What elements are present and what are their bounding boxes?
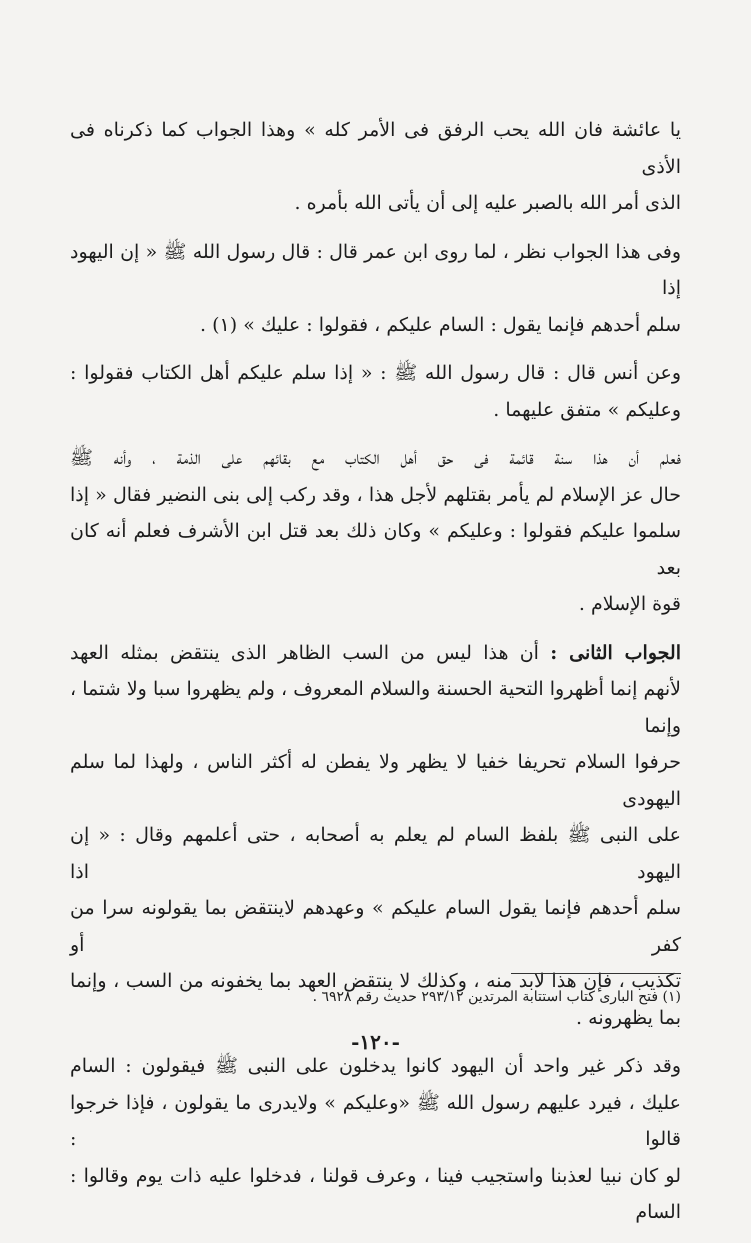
- text-line: فعلم أن هذا سنة قائمة فى حق أهل الكتاب مع بقائهم على الذمة ، وأنه ﷺ: [70, 447, 681, 469]
- text-line: حال عز الإسلام لم يأمر بقتلهم لأجل هذا ، وقد ركب إلى بنى النضير فقال « إذا: [70, 483, 681, 506]
- paragraph: [70, 355, 681, 428]
- paragraph: [70, 440, 681, 623]
- page-number: -١٢٠-: [351, 1030, 400, 1054]
- footnote: (١) فتح البارى كتاب استتابة المرتدين ٢٩٣/١٢ حديث رقم ٦٩٢٨ .: [312, 989, 681, 1005]
- text-line: [70, 635, 681, 672]
- text-line: على النبى ﷺ بلفظ السام لم يعلم به أصحابه ، حتى أعلمهم وقال : « إن اليهود اذا: [70, 824, 681, 883]
- text-line: لو كان نبيا لعذبنا واستجيب فينا ، وعرف قولنا ، فدخلوا عليه ذات يوم وقالوا : السام: [70, 1164, 681, 1223]
- text-line: لأنهم إنما أظهروا التحية الحسنة والسلام المعروف ، ولم يظهروا سبا ولا شتما ، وإنما: [70, 678, 681, 737]
- paragraph: [70, 112, 681, 222]
- body-text: [70, 112, 681, 1243]
- text-line: وفى هذا الجواب نظر ، لما روى ابن عمر قال : قال رسول الله ﷺ « إن اليهود إذا: [70, 240, 681, 299]
- paragraph: [70, 1048, 681, 1231]
- text-line: بما يظهرونه .: [576, 1006, 681, 1029]
- footnote-divider: [511, 973, 681, 974]
- text-fragment: أن هذا ليس من السب الظاهر الذى ينتقض بمثله العهد: [70, 641, 551, 664]
- text-line: الذى أمر الله بالصبر عليه إلى أن يأتى الله بأمره .: [294, 192, 681, 214]
- text-line: يا عائشة فان الله يحب الرفق فى الأمر كله » وهذا الجواب كما ذكرناه فى الأذى: [70, 119, 681, 178]
- text-line: قوة الإسلام .: [578, 593, 681, 615]
- text-line: عليك ، فيرد عليهم رسول الله ﷺ «وعليكم » ولايدرى ما يقولون ، فإذا خرجوا قالوا :: [70, 1091, 681, 1150]
- text-line: سلم أحدهم فإنما يقول : السام عليكم ، فقولوا : عليك » (١) .: [200, 313, 681, 336]
- text-line: وعليكم » متفق عليهما .: [493, 398, 681, 421]
- text-line: سلموا عليكم فقولوا : وعليكم » وكان ذلك بعد قتل ابن الأشرف فعلم أنه كان بعد: [70, 520, 681, 579]
- text-line: وقد ذكر غير واحد أن اليهود كانوا يدخلون على النبى ﷺ فيقولون : السام: [70, 1055, 681, 1077]
- section-heading: الجواب الثانى :: [550, 641, 681, 664]
- text-line: سلم أحدهم فإنما يقول السام عليكم » وعهدهم لاينتقض بما يقولونه سرا من كفر أو: [70, 897, 681, 956]
- paragraph: [70, 234, 681, 344]
- text-line: تكذيب ، فإن هذا لابد منه ، وكذلك لا ينتقض العهد بما يخفونه من السب ، وإنما: [70, 970, 681, 992]
- text-line: حرفوا السلام تحريفا خفيا لا يظهر ولا يفطن له أكثر الناس ، ولهذا لما سلم اليهودى: [70, 751, 681, 810]
- paragraph: [70, 635, 681, 1037]
- text-line: وعن أنس قال : قال رسول الله ﷺ : « إذا سلم عليكم أهل الكتاب فقولوا :: [70, 362, 681, 384]
